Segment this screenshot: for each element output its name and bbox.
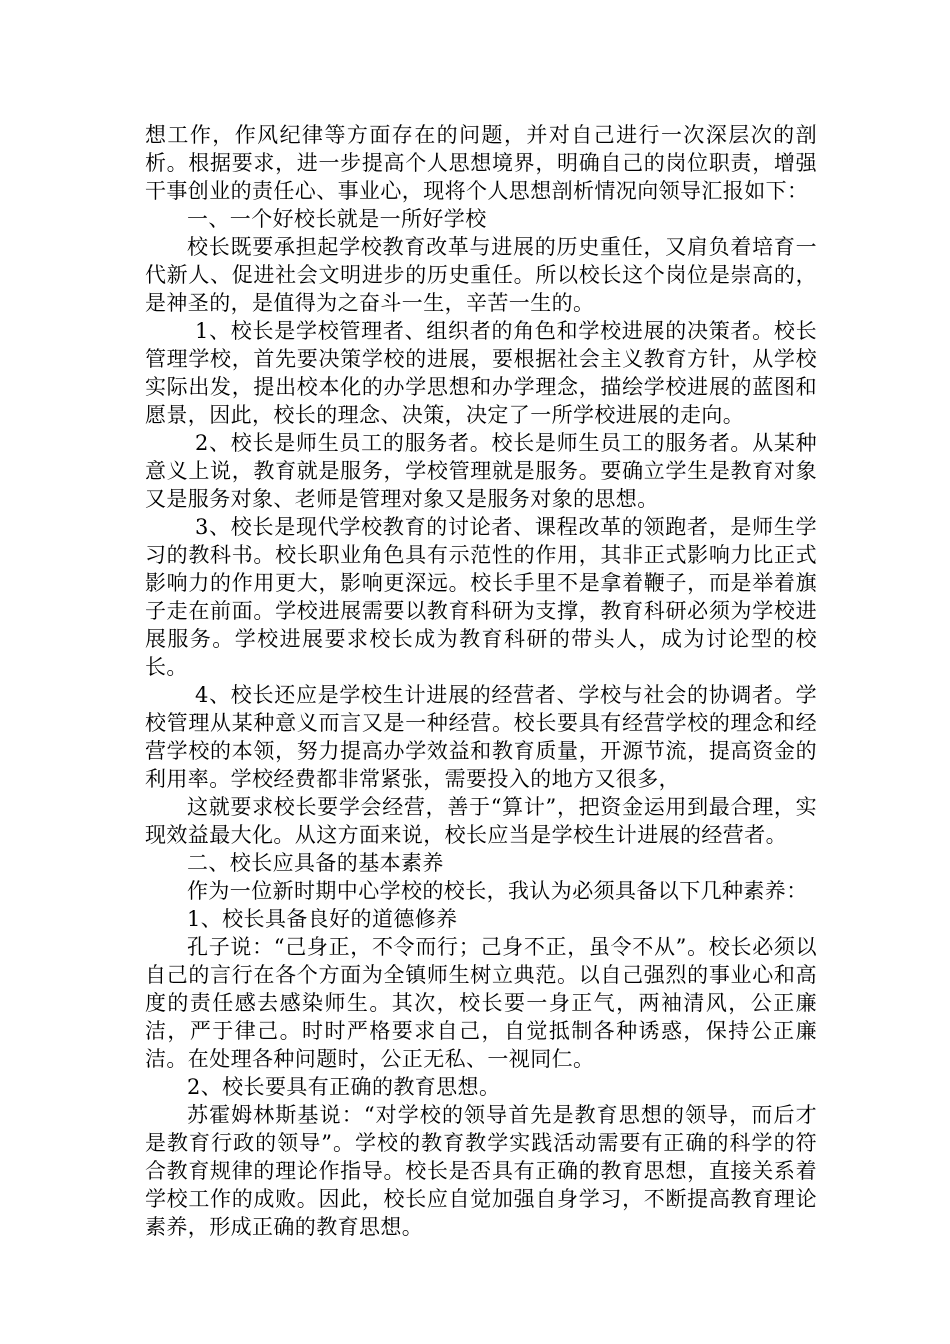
paragraph-point-1-decision-maker: 1、校长是学校管理者、组织者的角色和学校进展的决策者。校长管理学校，首先要决策学校的进展，要根据社会主义教育方针，从学校实际出发，提出校本化的办学思想和办学理念，描绘学校进展的蓝图和愿景，因此，校长的理念、决策，决定了一所学校进展的走向。: [145, 319, 817, 427]
document-page: [145, 121, 817, 1241]
paragraph-point-3-researcher: 3、校长是现代学校教育的讨论者、课程改革的领跑者，是师生学习的教科书。校长职业角色具有示范性的作用，其非正式影响力比正式影响力的作用更大，影响更深远。校长手里不是拿着鞭子，而是举着旗子走在前面。学校进展需要以教育科研为支撑，教育科研必须为学校进展服务。学校进展要求校长成为教育科研的带头人，成为讨论型的校长。: [145, 515, 817, 679]
paragraph-point-4-continued: 这就要求校长要学会经营，善于“算计”，把资金运用到最合理，实现效益最大化。从这方面来说，校长应当是学校生计进展的经营者。: [145, 795, 817, 847]
paragraph-qualities-intro: 作为一位新时期中心学校的校长，我认为必须具备以下几种素养：: [187, 879, 808, 903]
paragraph-point-4-manager: 4、校长还应是学校生计进展的经营者、学校与社会的协调者。学校管理从某种意义而言又是一种经营。校长要具有经营学校的理念和经营学校的本领，努力提高办学效益和教育质量，开源节流，提高资金的利用率。学校经费都非常紧张，需要投入的地方又很多，: [145, 683, 817, 791]
heading-section-two: 二、校长应具备的基本素养: [187, 851, 444, 875]
paragraph-principal-responsibility: 校长既要承担起学校教育改革与进展的历史重任，又肩负着培育一代新人、促进社会文明进步的历史重任。所以校长这个岗位是崇高的，是神圣的，是值得为之奋斗一生，辛苦一生的。: [145, 235, 817, 315]
paragraph-quality-1-body: 孔子说：“己身正，不令而行；己身不正，虽令不从”。校长必须以自己的言行在各个方面为全镇师生树立典范。以自己强烈的事业心和高度的责任感去感染师生。其次，校长要一身正气，两袖清风，公正廉洁，严于律己。时时严格要求自己，自觉抵制各种诱惑，保持公正廉洁。在处理各种问题时，公正无私、一视同仁。: [145, 935, 817, 1071]
paragraph-quality-2-body: 苏霍姆林斯基说：“对学校的领导首先是教育思想的领导，而后才是教育行政的领导”。学校的教育教学实践活动需要有正确的科学的符合教育规律的理论作指导。校长是否具有正确的教育思想，直接关系着学校工作的成败。因此，校长应自觉加强自身学习，不断提高教育理论素养，形成正确的教育思想。: [145, 1103, 817, 1239]
heading-quality-2: 2、校长要具有正确的教育思想。: [187, 1075, 501, 1099]
paragraph-point-2-servant: 2、校长是师生员工的服务者。校长是师生员工的服务者。从某种意义上说，教育就是服务，学校管理就是服务。要确立学生是教育对象又是服务对象、老师是管理对象又是服务对象的思想。: [145, 431, 817, 511]
heading-section-one: 一、一个好校长就是一所好学校: [187, 207, 487, 231]
paragraph-intro: 想工作，作风纪律等方面存在的问题，并对自己进行一次深层次的剖析。根据要求，进一步提高个人思想境界，明确自己的岗位职责，增强干事创业的责任心、事业心，现将个人思想剖析情况向领导汇报如下：: [145, 123, 817, 203]
heading-quality-1: 1、校长具备良好的道德修养: [187, 907, 458, 931]
